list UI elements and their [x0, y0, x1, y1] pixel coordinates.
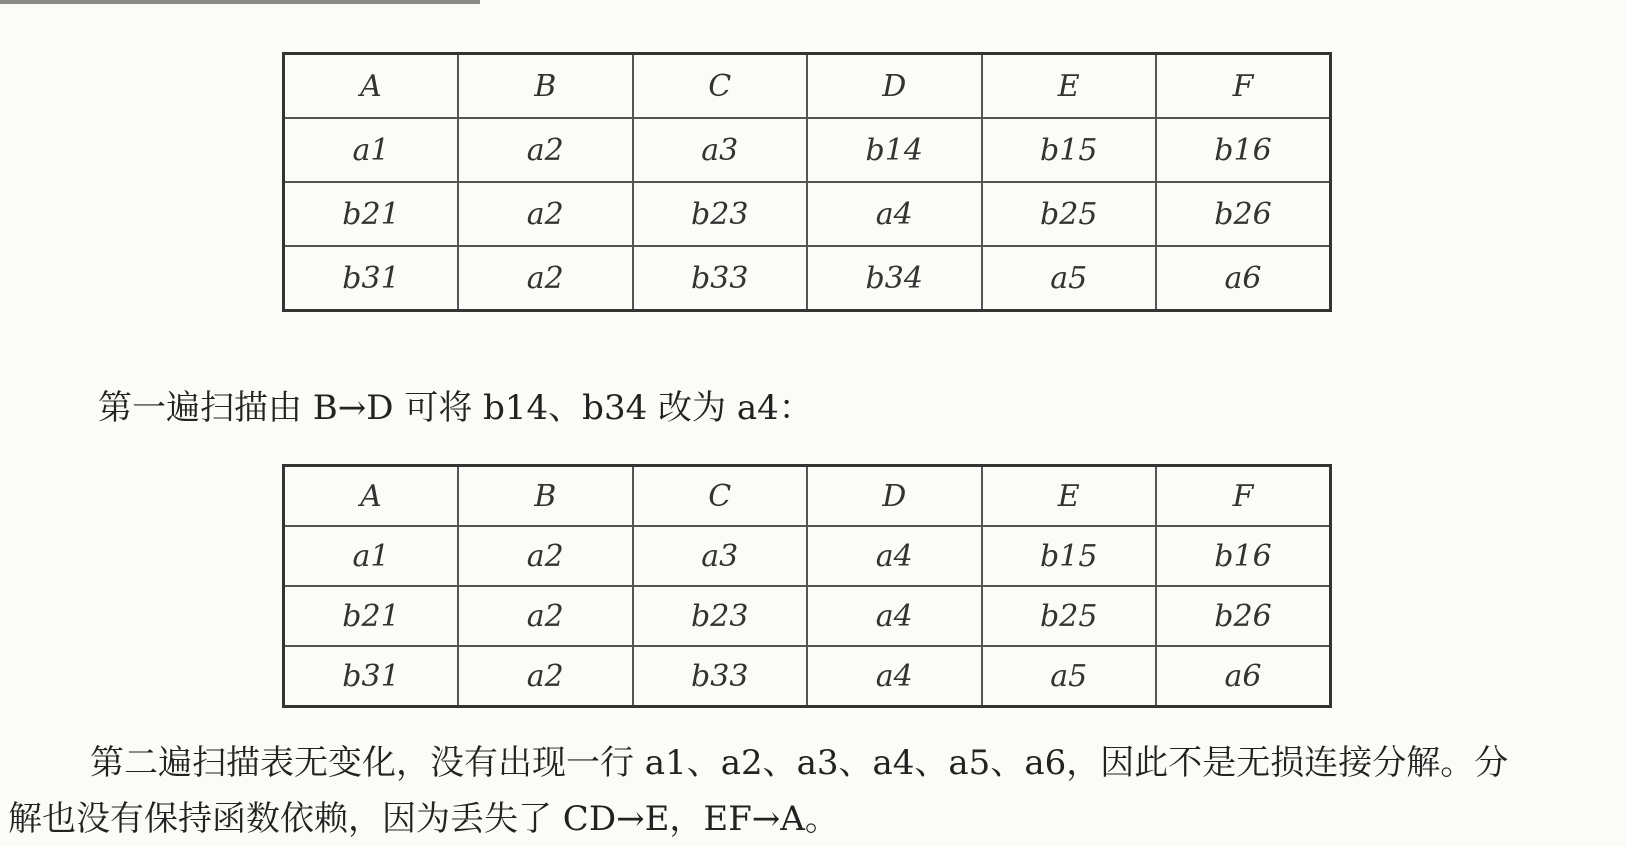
table-cell: a4	[807, 646, 982, 707]
table-cell: b23	[633, 182, 808, 246]
header-cell: B	[458, 466, 633, 527]
table-cell: b26	[1156, 182, 1331, 246]
table-cell: b33	[633, 246, 808, 311]
table-row	[284, 526, 1331, 586]
table-cell: a2	[458, 118, 633, 182]
table-cell: b14	[807, 118, 982, 182]
table-cell: b21	[284, 586, 459, 646]
header-cell: F	[1156, 466, 1331, 527]
header-cell: D	[807, 466, 982, 527]
table-cell: a2	[458, 526, 633, 586]
table-cell: b16	[1156, 526, 1331, 586]
table-cell: b33	[633, 646, 808, 707]
table-cell: a2	[458, 586, 633, 646]
table-cell: b21	[284, 182, 459, 246]
top-divider	[0, 0, 480, 4]
header-cell: C	[633, 466, 808, 527]
table-cell: a2	[458, 246, 633, 311]
table-cell: a4	[807, 182, 982, 246]
tableau-table-initial	[282, 52, 1332, 312]
header-cell: D	[807, 54, 982, 119]
table-cell: b31	[284, 646, 459, 707]
table-cell: a2	[458, 646, 633, 707]
table-cell: a1	[284, 118, 459, 182]
table-cell: b23	[633, 586, 808, 646]
tableau-table-after-first-scan	[282, 464, 1332, 708]
header-cell: E	[982, 466, 1157, 527]
second-scan-paragraph-line1: 第二遍扫描表无变化，没有出现一行 a1、a2、a3、a4、a5、a6，因此不是无损连接分解。分	[90, 743, 1509, 783]
table-cell: a5	[982, 646, 1157, 707]
header-cell: F	[1156, 54, 1331, 119]
header-cell: C	[633, 54, 808, 119]
table-cell: b25	[982, 586, 1157, 646]
table-cell: a2	[458, 182, 633, 246]
table-cell: b16	[1156, 118, 1331, 182]
table-cell: a5	[982, 246, 1157, 311]
header-cell: E	[982, 54, 1157, 119]
table-cell: b15	[982, 118, 1157, 182]
table-cell: a4	[807, 586, 982, 646]
table-row	[284, 182, 1331, 246]
second-scan-paragraph-line2: 解也没有保持函数依赖，因为丢失了 CD→E，EF→A。	[8, 799, 839, 839]
table-row	[284, 586, 1331, 646]
header-cell: B	[458, 54, 633, 119]
table-cell: a3	[633, 526, 808, 586]
first-scan-paragraph: 第一遍扫描由 B→D 可将 b14、b34 改为 a4：	[98, 388, 813, 428]
table-cell: a3	[633, 118, 808, 182]
table-cell: a1	[284, 526, 459, 586]
table-row	[284, 118, 1331, 182]
table-cell: b25	[982, 182, 1157, 246]
table-cell: a6	[1156, 246, 1331, 311]
table-row	[284, 246, 1331, 311]
table-cell: a4	[807, 526, 982, 586]
table-cell: b26	[1156, 586, 1331, 646]
table-cell: b34	[807, 246, 982, 311]
table-cell: a6	[1156, 646, 1331, 707]
table-row	[284, 646, 1331, 707]
header-cell: A	[284, 54, 459, 119]
table-header-row	[284, 466, 1331, 527]
header-cell: A	[284, 466, 459, 527]
table-header-row	[284, 54, 1331, 119]
table-cell: b31	[284, 246, 459, 311]
table-cell: b15	[982, 526, 1157, 586]
